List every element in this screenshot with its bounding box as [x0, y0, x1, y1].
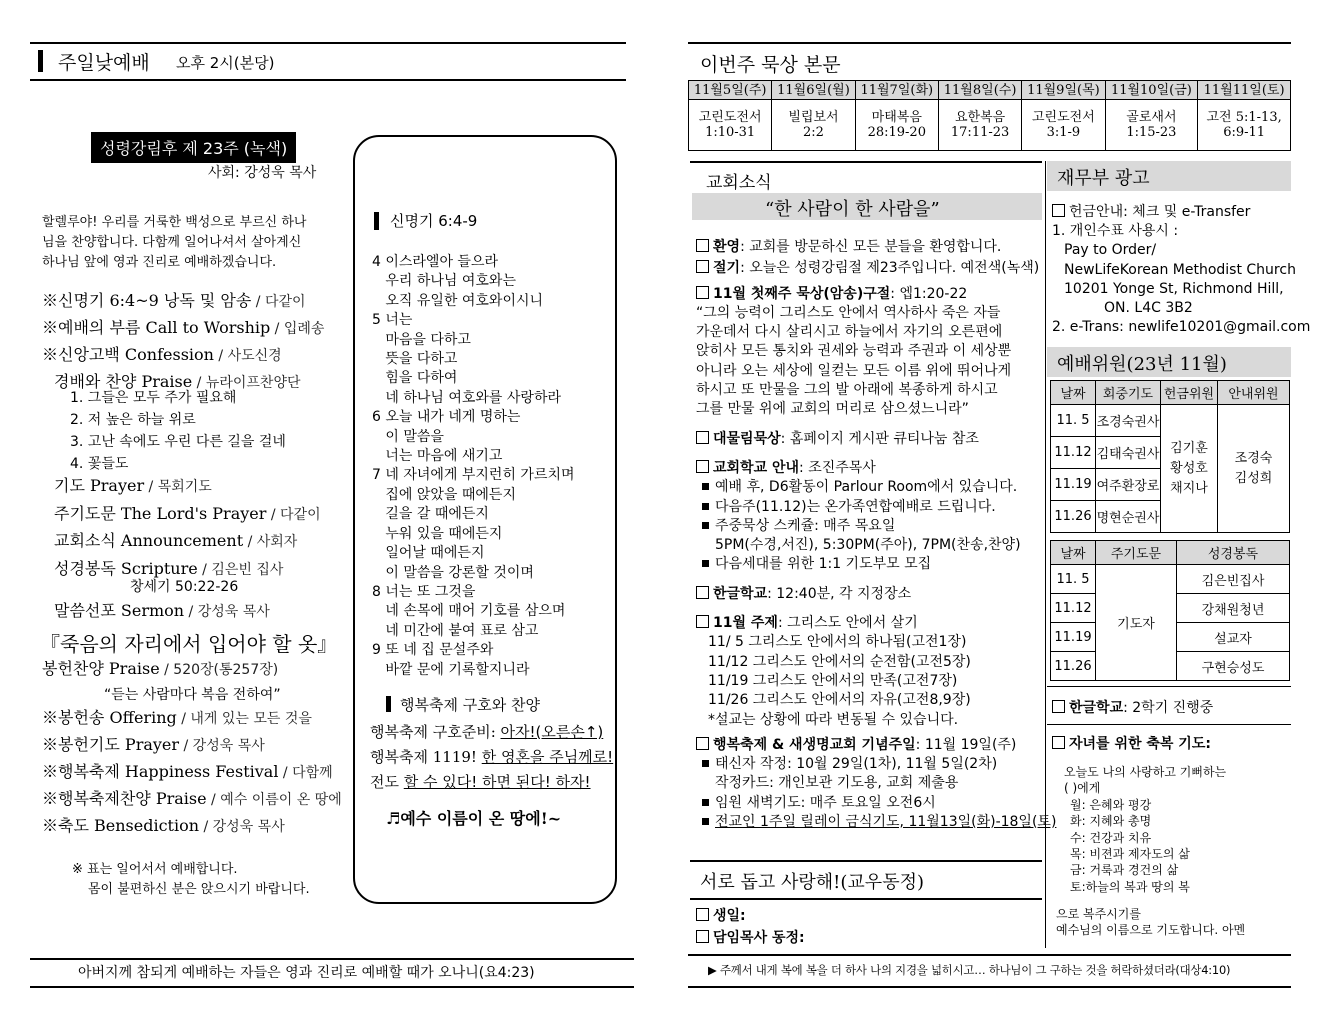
order-item: ※신명기 6:4~9 낭독 및 암송 / 다같이 [42, 291, 306, 310]
theme-item: 11/ 5 그리스도 안에서의 하나됨(고전1장) [708, 634, 967, 651]
volunteer-table [1050, 380, 1290, 533]
reading-text [1198, 100, 1291, 151]
children-prayer [1064, 764, 1226, 895]
finance-line: 헌금안내: 체크 및 e-Transfer [1052, 203, 1310, 222]
korean-school-note: 한글학교: 2학기 진행중 [1052, 697, 1213, 717]
reading-book: 고린도전서 [698, 110, 762, 125]
order-item: 경배와 찬양 Praise / 뉴라이프찬양단 [54, 372, 301, 391]
table-cell: 11.12 [1051, 437, 1096, 469]
table-cell: 구현승성도 [1177, 652, 1290, 681]
divider [688, 954, 1291, 956]
praise-song: 4. 꽃들도 [70, 456, 129, 472]
scripture-reference: 창세기 50:22-26 [130, 579, 239, 595]
reading-chapter: 28:19-20 [867, 125, 926, 140]
news-list [696, 238, 1056, 832]
divider [30, 986, 634, 988]
news-item: 교회학교 안내: 조진주목사 [696, 459, 1056, 478]
order-item: 기도 Prayer / 목회기도 [54, 476, 212, 495]
reading-book: 골로새서 [1126, 110, 1177, 125]
children-prayer-title: 자녀를 위한 축복 기도: [1052, 733, 1211, 753]
reading-chapter: 1:10-31 [705, 125, 756, 140]
col-header: 회중기도 [1096, 381, 1161, 405]
school-item: 다음주(11.12)는 온가족연합예배로 드립니다. [696, 498, 1056, 517]
verse-line: 7 네 자녀에게 부지런히 가르치며 [372, 467, 575, 484]
prayer-line: 오늘도 나의 사랑하고 기뻐하는 [1064, 765, 1227, 779]
verse-line: 네 하나님 여호와를 사랑하라 [372, 389, 561, 406]
column-divider [1045, 161, 1046, 948]
news-item: 행복축제 & 새생명교회 기념주일: 11월 19일(주) [696, 736, 1056, 755]
reading-chapter: 1:15-23 [1126, 125, 1177, 140]
finance-line: NewLifeKorean Methodist Church [1064, 261, 1296, 278]
verse-line: 우리 하나님 여호와는 [372, 273, 516, 290]
table-cell: 김태숙권사 [1096, 437, 1161, 469]
finance-title: 재무부 광고 [1057, 168, 1150, 189]
header-bar-icon [374, 212, 379, 230]
order-item: 봉헌찬양 Praise / 520장(통257장) [42, 659, 279, 678]
verse-line: 네 미간에 붙여 표로 삼고 [372, 622, 539, 639]
news-item: 11월 주제: 그리스도 안에서 살기 [696, 614, 1056, 633]
praise-song-list [70, 387, 286, 475]
school-item: 주중묵상 스케쥴: 매주 목요일 [696, 517, 1056, 536]
col-header: 헌금위원 [1161, 381, 1218, 405]
finance-line: ON. L4C 3B2 [1104, 300, 1193, 317]
reading-chapter: 2:2 [803, 125, 824, 140]
news-title: 교회소식 [706, 173, 772, 193]
festival-item: 태신자 작정: 10월 29일(1차), 11월 5일(2차) [696, 755, 1056, 774]
theme-item: *설교는 상황에 따라 변동될 수 있습니다. [708, 711, 959, 728]
divider [30, 79, 626, 81]
reading-day: 11월11일(토) [1198, 81, 1291, 100]
festival-slogan: 전도 할 수 있다! 하면 된다! 하자! [370, 773, 591, 791]
festival-slogan: 행복축제 구호준비: 아자!(오른손↑) [370, 723, 604, 741]
divider [1047, 686, 1291, 687]
reading-chapter: 17:11-23 [950, 125, 1010, 140]
worship-order [42, 705, 342, 840]
divider [690, 898, 1042, 900]
finance-line: 2. e-Trans: newlife10201@gmail.com [1052, 319, 1311, 336]
reading-text [772, 100, 855, 151]
reading-book: 고전 5:1-13, [1206, 110, 1282, 125]
school-item: 다음세대를 위한 1:1 기도부모 모집 [696, 555, 1056, 574]
order-item: ※봉헌기도 Prayer / 강성욱 목사 [42, 735, 265, 754]
footnote: 몸이 불편하신 분은 앉으시기 바랍니다. [88, 882, 310, 897]
scripture-text [372, 253, 575, 680]
verse-line: 너는 마음에 새기고 [372, 448, 503, 465]
prayer-line: 금: 거룩과 경건의 삶 [1070, 863, 1179, 878]
finance-line: 1. 개인수표 사용시 : [1052, 223, 1179, 240]
worship-order [42, 288, 324, 396]
reading-text [689, 100, 772, 151]
finance-line: Pay to Order/ [1064, 242, 1157, 259]
news-item: 11월 첫째주 묵상(암송)구절: 엡1:20-22 [696, 285, 1056, 304]
scripture-box-title: 신명기 6:4-9 [390, 212, 478, 230]
verse-line: 집에 앉았을 때에든지 [372, 486, 516, 503]
memory-verse: 가운데서 다시 살리시고 하늘에서 자기의 오른편에 [696, 324, 1003, 341]
festival-slogans [370, 720, 613, 795]
worship-order [54, 473, 321, 583]
reading-day: 11월9일(목) [1022, 81, 1105, 100]
divider [1047, 724, 1291, 725]
order-item: 성경봉독 Scripture / 김은빈 집사 [54, 558, 284, 578]
col-header: 안내위원 [1218, 381, 1290, 405]
verse-line: 마음을 다하고 [372, 331, 471, 348]
theme-item: 11/12 그리스도 안에서의 순전함(고전5장) [708, 653, 971, 670]
prayer-line: 화: 지혜와 총명 [1070, 814, 1152, 829]
fellowship-title: 서로 돕고 사랑해!(교우동정) [700, 872, 924, 893]
table-cell: 11. 5 [1051, 565, 1096, 594]
reading-day: 11월8일(수) [938, 81, 1021, 100]
verse-line: 누워 있을 때에든지 [372, 525, 503, 542]
order-item: ※축도 Bensediction / 강성욱 목사 [42, 816, 285, 835]
col-header: 날짜 [1051, 541, 1096, 565]
reading-text [938, 100, 1021, 151]
scripture-reader-table [1050, 540, 1290, 681]
usher-team: 조경숙 김성희 [1218, 405, 1290, 533]
divider [690, 860, 1042, 862]
verse-line: 길을 갈 때에든지 [372, 506, 489, 523]
festival-slogan: 행복축제 1119! 한 영혼을 주님께로! [370, 748, 614, 766]
order-item: 말씀선포 Sermon / 강성욱 목사 [54, 601, 270, 620]
reading-chapter: 6:9-11 [1223, 125, 1266, 140]
reading-chapter: 3:1-9 [1046, 125, 1081, 140]
intro-line: 할렐루야! 우리를 거룩한 백성으로 부르신 하나 [42, 215, 307, 230]
order-item: ※행복축제찬양 Praise / 예수 이름이 온 땅에 [42, 789, 342, 808]
order-item: 교회소식 Announcement / 사회자 [54, 531, 298, 550]
school-item: 5PM(수경,서진), 5:30PM(주아), 7PM(찬송,찬양) [715, 537, 1021, 554]
table-cell: 강채원청년 [1177, 594, 1290, 623]
presider: 사회: 강성욱 목사 [208, 165, 317, 181]
reading-day: 11월7일(화) [855, 81, 938, 100]
fellowship-item: 생일: [696, 905, 805, 927]
footer-verse: ▶ 주께서 내게 복에 복을 더 하사 나의 지경을 넓히시고… 하나님이 그 구하는 것을 허락하셨더라(대상4:10) [708, 963, 1231, 977]
divider [30, 42, 626, 44]
theme-item: 11/19 그리스도 안에서의 만족(고전7장) [708, 672, 958, 689]
motto: “한 사람이 한 사람을” [765, 199, 940, 220]
intro-line: 님을 찬양합니다. 다함께 일어나셔서 살아계신 [42, 235, 302, 250]
order-item: 주기도문 The Lord's Prayer / 다같이 [54, 503, 321, 523]
col-header: 성경봉독 [1177, 541, 1290, 565]
memory-verse: 그를 만물 위에 교회의 머리로 삼으셨느니라” [696, 401, 969, 418]
volunteers-title: 예배위원(23년 11월) [1057, 354, 1227, 375]
festival-item: 작정카드: 개인보관 기도용, 교회 제출용 [715, 775, 959, 792]
festival-item: 임원 새벽기도: 매주 토요일 오전6시 [696, 794, 1056, 813]
festival-item: 전교인 1주일 릴레이 금식기도, 11월13일(화)-18일(토) [696, 813, 1056, 832]
table-cell: 11.26 [1051, 652, 1096, 681]
footnote: ※ 표는 일어서서 예배합니다. [72, 862, 238, 877]
reading-book: 요한복음 [954, 110, 1006, 125]
intro-line: 하나님 앞에 영과 진리로 예배하겠습니다. [42, 255, 277, 270]
table-cell: 명현순권사 [1096, 501, 1161, 533]
school-item: 예배 후, D6활동이 Parlour Room에서 있습니다. [696, 478, 1056, 497]
prayer-line: 목: 비젼과 제자도의 삶 [1070, 847, 1190, 862]
prayer-line: 토:하늘의 복과 땅의 복 [1070, 879, 1190, 894]
table-cell: 11.19 [1051, 623, 1096, 652]
news-item: 대물림묵상: 홈페이지 게시판 큐티나눔 참조 [696, 430, 1056, 449]
prayer-line: ( )에게 [1064, 781, 1101, 796]
news-item: 환영: 교회를 방문하신 모든 분들을 환영합니다. [696, 238, 1056, 257]
reading-book: 고린도전서 [1032, 110, 1095, 125]
sermon-title: 『죽음의 자리에서 입어야 할 옷』 [40, 632, 338, 656]
hymn-subtitle: “듣는 사람마다 복음 전하여” [104, 687, 281, 703]
prayer-line: 월: 은혜와 평강 [1070, 797, 1152, 812]
divider [688, 986, 1291, 988]
divider [688, 42, 1291, 44]
footer-verse: 아버지께 참되게 예배하는 자들은 영과 진리로 예배할 때가 오나니(요4:23) [78, 965, 535, 981]
prayer-line: 으로 복주시기를 [1056, 907, 1141, 921]
offering-team: 김기훈 황성호 채지나 [1161, 405, 1218, 533]
festival-song: ♬예수 이름이 온 땅에!~ [386, 809, 562, 828]
col-header: 주기도문 [1096, 541, 1177, 565]
order-item: ※행복축제 Happiness Festival / 다함께 [42, 762, 333, 781]
order-item: ※예배의 부름 Call to Worship / 입례송 [42, 318, 325, 337]
praise-song: 3. 고난 속에도 우린 다른 길을 걸네 [70, 434, 286, 450]
reading-title: 이번주 묵상 본문 [700, 54, 841, 76]
reading-schedule-table [688, 80, 1291, 151]
verse-line: 오직 유일한 여호와이시니 [372, 292, 544, 309]
reading-day: 11월5일(주) [689, 81, 772, 100]
verse-line: 4 이스라엘아 들으라 [372, 254, 498, 270]
verse-line: 네 손목에 매어 기호를 삼으며 [372, 603, 566, 620]
fellowship-list [696, 905, 805, 949]
finance-info [1052, 203, 1310, 337]
memory-verse: 아니라 오는 세상에 일컫는 모든 이름 위에 뛰어나게 [696, 362, 1012, 379]
table-cell: 11.26 [1051, 501, 1096, 533]
children-prayer-end [1056, 906, 1245, 938]
header-bar-icon [38, 50, 43, 72]
reading-book: 마태복음 [871, 110, 922, 125]
order-item: ※신앙고백 Confession / 사도신경 [42, 345, 282, 364]
divider [690, 161, 1042, 163]
table-cell: 11.19 [1051, 469, 1096, 501]
table-cell: 설교자 [1177, 623, 1290, 652]
header-bar-icon [386, 696, 391, 712]
reading-day: 11월6일(월) [772, 81, 855, 100]
divider [30, 958, 634, 960]
verse-line: 8 너는 또 그것을 [372, 583, 476, 600]
prayer-line: 수: 건강과 치유 [1070, 830, 1152, 845]
reading-text [855, 100, 938, 151]
praise-song: 1. 그들은 모두 주가 필요해 [70, 390, 237, 406]
verse-line: 일어날 때에든지 [372, 545, 485, 562]
news-item: 절기: 오늘은 성령강림절 제23주입니다. 예전색(녹색) [696, 259, 1056, 278]
reading-text [1105, 100, 1198, 151]
service-title: 주일낮예배 [58, 52, 150, 74]
table-cell: 조경숙권사 [1096, 405, 1161, 437]
col-header: 날짜 [1051, 381, 1096, 405]
fellowship-item: 담임목사 동정: [696, 927, 805, 949]
praise-song: 2. 저 높은 하늘 위로 [70, 412, 196, 428]
order-item: ※봉헌송 Offering / 내게 있는 모든 것을 [42, 708, 312, 727]
festival-title: 행복축제 구호와 찬양 [400, 696, 540, 714]
verse-line: 9 또 네 집 문설주와 [372, 642, 494, 659]
verse-line: 이 말씀을 [372, 428, 444, 445]
verse-line: 바깥 문에 기록할지니라 [372, 661, 530, 678]
theme-item: 11/26 그리스도 안에서의 자유(고전8,9장) [708, 692, 971, 709]
reading-book: 빌립보서 [788, 110, 839, 125]
news-item: 한글학교: 12:40분, 각 지정장소 [696, 585, 1056, 604]
season-title: 성령강림후 제 23주 (녹색) [92, 133, 295, 162]
service-time: 오후 2시(본당) [176, 54, 275, 72]
reading-text [1022, 100, 1105, 151]
prayer-line: 예수님의 이름으로 기도합니다. 아멘 [1056, 923, 1246, 937]
verse-line: 이 말씀을 강론할 것이며 [372, 564, 534, 581]
verse-line: 힘을 다하여 [372, 370, 458, 387]
verse-line: 5 너는 [372, 312, 413, 329]
table-cell: 11.12 [1051, 594, 1096, 623]
reading-day: 11월10일(금) [1105, 81, 1198, 100]
finance-line: 10201 Yonge St, Richmond Hill, [1064, 280, 1284, 297]
table-cell: 여주환장로 [1096, 469, 1161, 501]
table-cell: 김은빈집사 [1177, 565, 1290, 594]
verse-line: 뜻을 다하고 [372, 351, 458, 368]
verse-line: 6 오늘 내가 네게 명하는 [372, 409, 521, 426]
memory-verse: 하시고 또 만물을 그의 발 아래에 복종하게 하시고 [696, 382, 998, 399]
memory-verse: “그의 능력이 그리스도 안에서 역사하사 죽은 자들 [696, 304, 1001, 321]
table-cell: 11. 5 [1051, 405, 1096, 437]
memory-verse: 앉히사 모든 통치와 권세와 능력과 주권과 이 세상뿐 [696, 343, 1012, 360]
table-cell: 기도자 [1096, 565, 1177, 681]
